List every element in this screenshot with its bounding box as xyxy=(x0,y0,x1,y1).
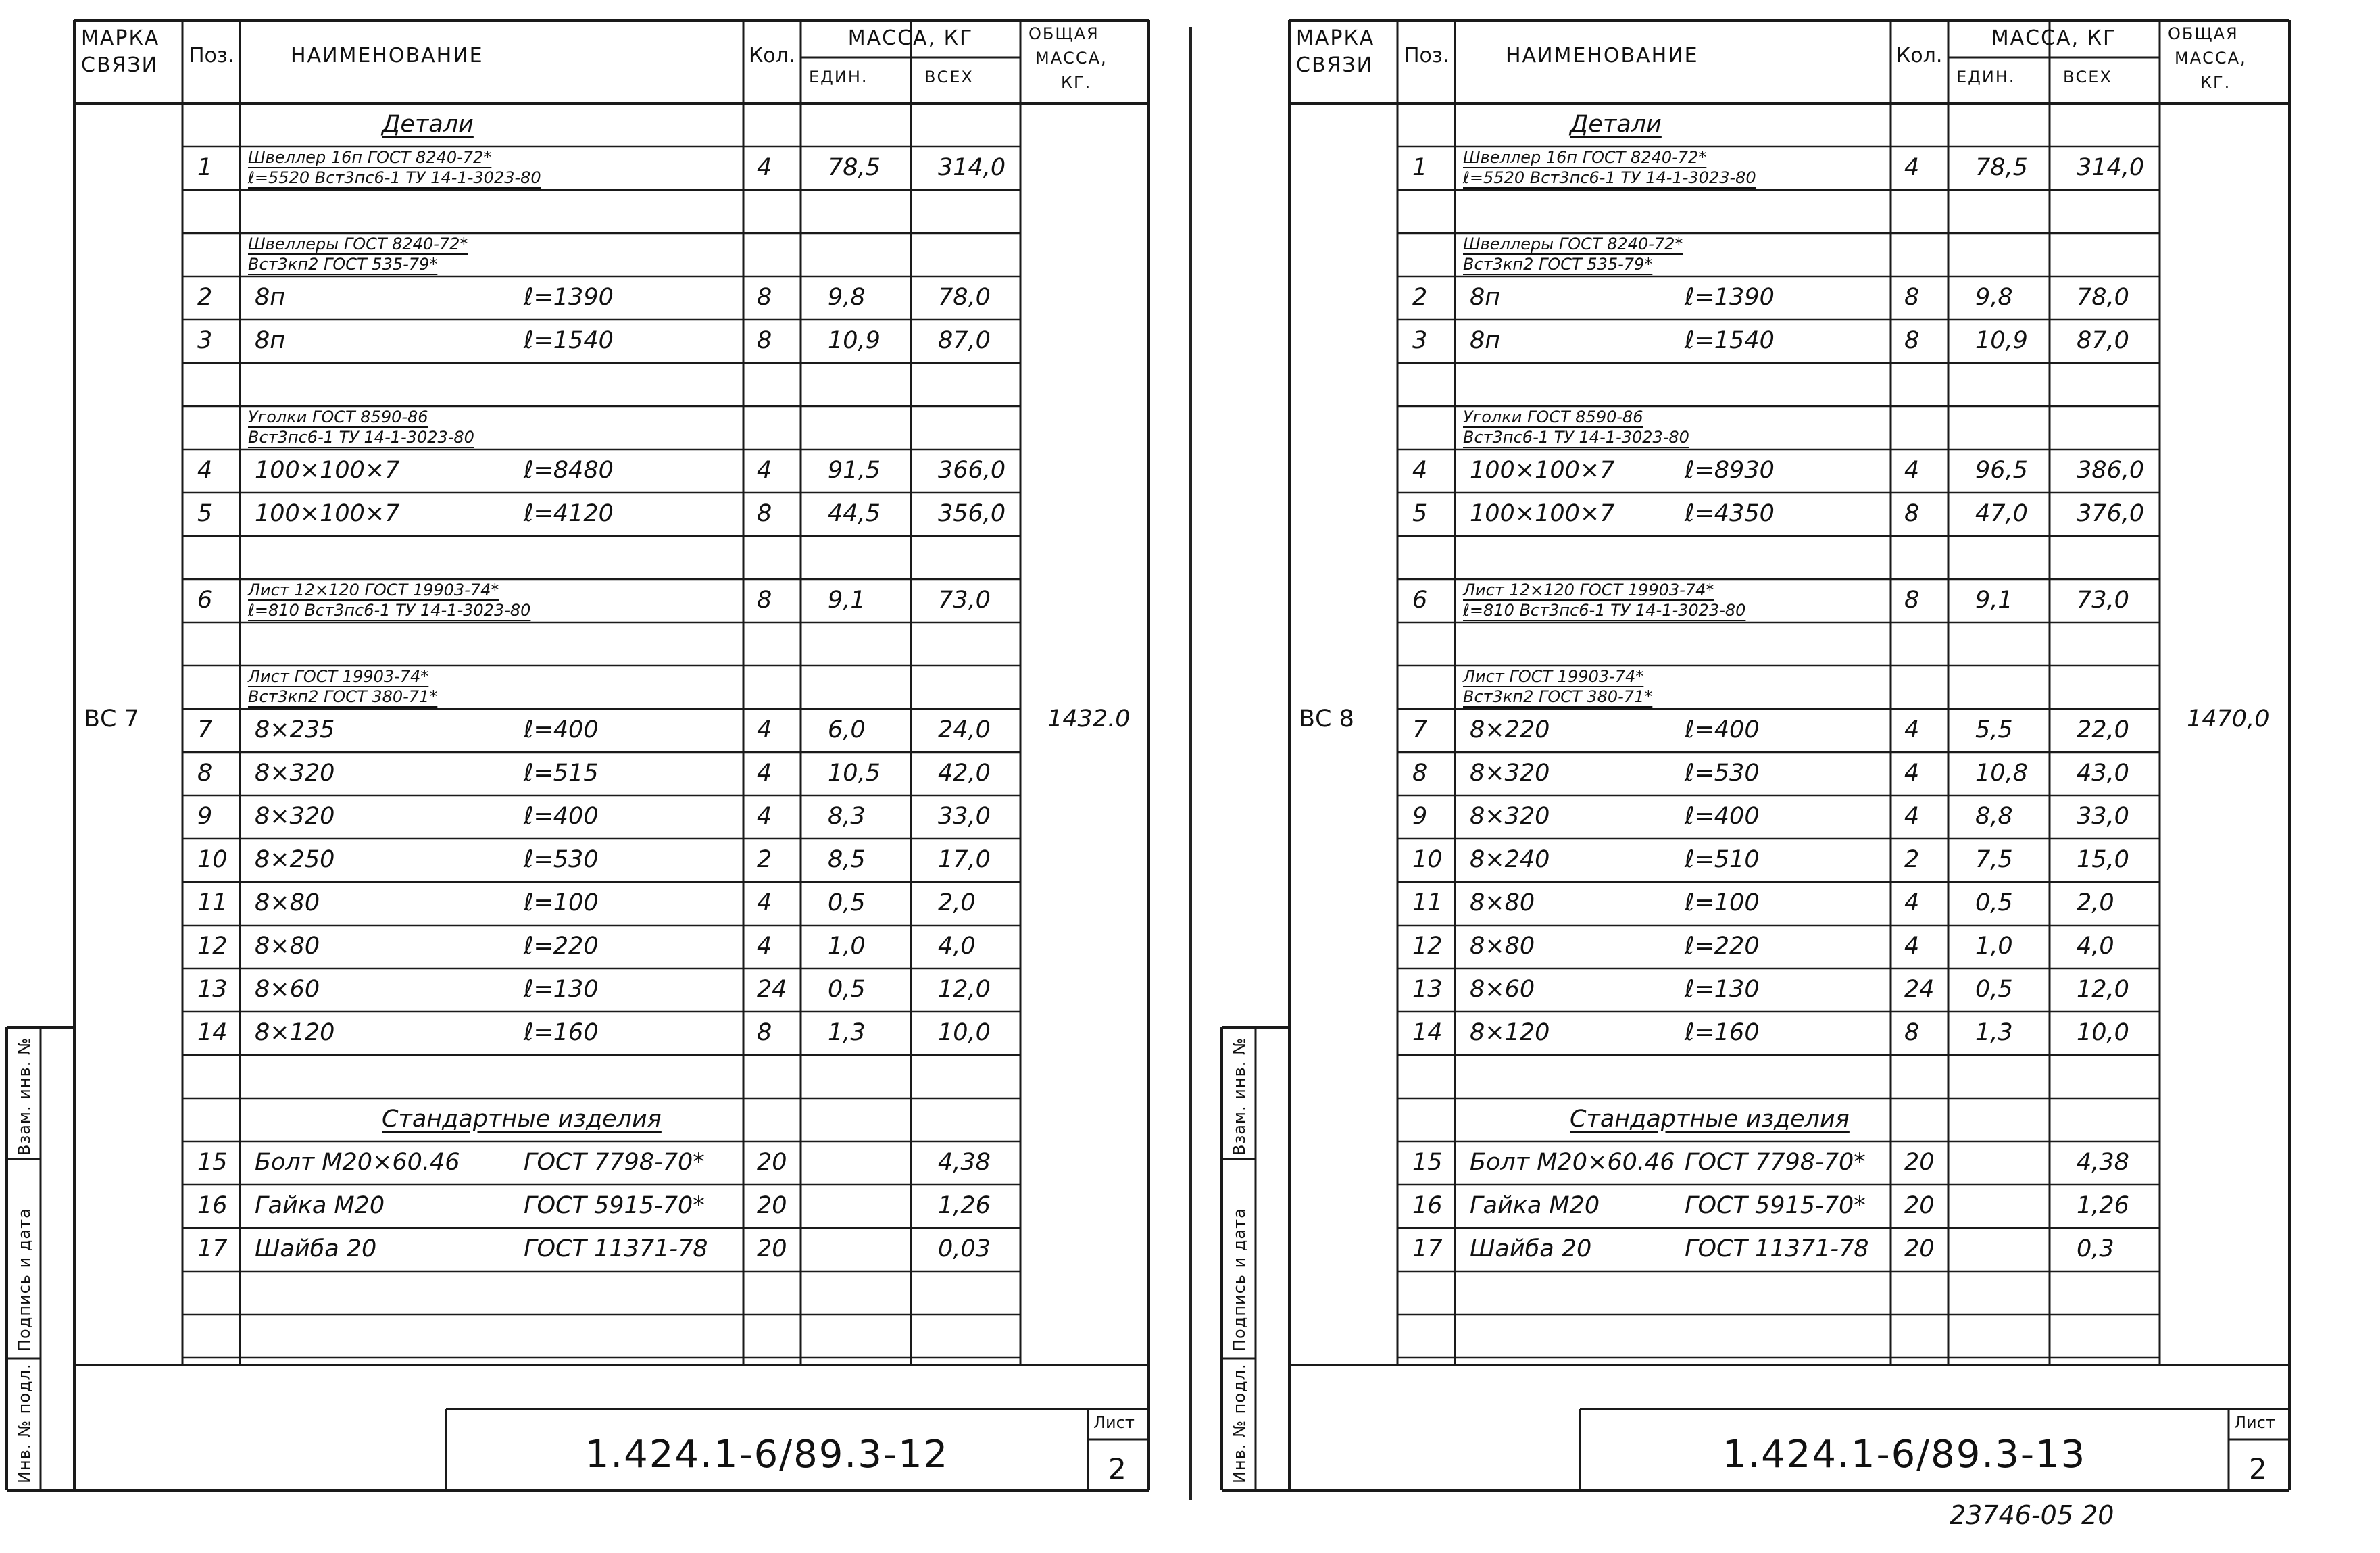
item-profile: Гайка М20 xyxy=(1470,1192,1600,1219)
item-dimension: ℓ=1540 xyxy=(1685,327,1775,354)
item-unit-mass: 44,5 xyxy=(828,500,881,527)
group-spec-line2: Вст3кп2 ГОСТ 535-79* xyxy=(1463,255,1653,274)
item-quantity: 8 xyxy=(757,500,772,527)
position-number: 1 xyxy=(1412,154,1428,181)
section-heading: Стандартные изделия xyxy=(382,1106,662,1133)
group-spec-line2: Вст3кп2 ГОСТ 535-79* xyxy=(248,255,438,274)
position-number: 14 xyxy=(197,1019,228,1046)
item-dimension: ℓ=1390 xyxy=(524,284,614,311)
table-row xyxy=(74,103,1020,147)
total-mass-value: 1432.0 xyxy=(1047,705,1131,733)
section-heading: Детали xyxy=(382,111,474,138)
table-row xyxy=(74,233,1020,276)
item-unit-mass: 10,9 xyxy=(828,327,881,354)
header-qty: Кол. xyxy=(1896,44,1943,68)
item-unit-mass: 8,5 xyxy=(828,846,866,873)
item-dimension: ℓ=530 xyxy=(524,846,599,873)
item-dimension: ГОСТ 5915-70* xyxy=(524,1192,705,1219)
table-row xyxy=(74,1055,1020,1098)
item-total-mass: 17,0 xyxy=(938,846,991,873)
item-total-mass: 43,0 xyxy=(2077,760,2129,787)
item-dimension: ℓ=100 xyxy=(1685,889,1760,916)
total-mass-value: 1470,0 xyxy=(2187,705,2270,733)
item-dimension: ℓ=8480 xyxy=(524,457,614,484)
item-unit-mass: 8,8 xyxy=(1975,803,2013,830)
item-quantity: 20 xyxy=(1904,1149,1935,1176)
item-total-mass: 4,0 xyxy=(938,933,976,960)
item-spec-line1: Швеллер 16п ГОСТ 8240-72* xyxy=(1463,148,1707,167)
header-mark: МАРКА xyxy=(1296,26,1375,50)
item-quantity: 24 xyxy=(1904,976,1935,1003)
item-profile: 100×100×7 xyxy=(255,500,400,527)
position-number: 8 xyxy=(1412,760,1428,787)
item-spec-line2: ℓ=810 Вст3пс6-1 ТУ 14-1-3023-80 xyxy=(1463,601,1746,620)
item-profile: Гайка М20 xyxy=(255,1192,385,1219)
position-number: 1 xyxy=(197,154,213,181)
item-dimension: ℓ=220 xyxy=(1685,933,1760,960)
item-unit-mass: 47,0 xyxy=(1975,500,2028,527)
item-profile: 8×120 xyxy=(255,1019,335,1046)
table-row xyxy=(74,1314,1020,1358)
item-total-mass: 376,0 xyxy=(2077,500,2145,527)
item-unit-mass: 91,5 xyxy=(828,457,881,484)
item-total-mass: 4,38 xyxy=(938,1149,991,1176)
position-number: 12 xyxy=(197,933,228,960)
item-total-mass: 0,03 xyxy=(938,1235,991,1262)
drawing-code: 1.424.1-6/89.3-12 xyxy=(585,1433,949,1477)
position-number: 14 xyxy=(1412,1019,1443,1046)
header-mass: МАССА, КГ xyxy=(1991,26,2117,50)
table-row xyxy=(1289,406,2160,449)
position-number: 11 xyxy=(197,889,228,916)
item-spec-line1: Лист 12×120 ГОСТ 19903-74* xyxy=(1463,581,1714,599)
item-dimension: ℓ=8930 xyxy=(1685,457,1775,484)
item-unit-mass: 0,5 xyxy=(1975,976,2013,1003)
position-number: 9 xyxy=(197,803,213,830)
item-total-mass: 10,0 xyxy=(2077,1019,2129,1046)
item-dimension: ℓ=4120 xyxy=(524,500,614,527)
sheet-number: 2 xyxy=(2249,1452,2267,1485)
group-spec-line1: Швеллеры ГОСТ 8240-72* xyxy=(248,235,468,253)
item-profile: 8п xyxy=(1470,284,1501,311)
item-profile: 8×80 xyxy=(255,933,320,960)
group-spec-line1: Швеллеры ГОСТ 8240-72* xyxy=(1463,235,1683,253)
item-quantity: 20 xyxy=(757,1235,787,1262)
sheet-label: Лист xyxy=(2234,1413,2275,1432)
header-total-line2: МАССА, xyxy=(2175,49,2247,68)
position-number: 4 xyxy=(197,457,213,484)
item-quantity: 4 xyxy=(757,154,772,181)
header-mass: МАССА, КГ xyxy=(847,26,974,50)
table-row xyxy=(74,622,1020,666)
item-profile: 8×320 xyxy=(1470,803,1550,830)
item-unit-mass: 1,3 xyxy=(1975,1019,2013,1046)
header-qty: Кол. xyxy=(749,44,795,68)
item-dimension: ℓ=400 xyxy=(524,716,599,743)
item-unit-mass: 10,9 xyxy=(1975,327,2028,354)
header-pos: Поз. xyxy=(189,44,234,68)
item-dimension: ℓ=130 xyxy=(524,976,599,1003)
position-number: 4 xyxy=(1412,457,1428,484)
stamp-original-inv: Инв. № подл. xyxy=(1230,1363,1249,1483)
item-profile: 8×250 xyxy=(255,846,335,873)
section-heading: Детали xyxy=(1570,111,1662,138)
section-heading: Стандартные изделия xyxy=(1570,1106,1850,1133)
item-dimension: ℓ=160 xyxy=(524,1019,599,1046)
item-total-mass: 0,3 xyxy=(2077,1235,2114,1262)
table-row xyxy=(74,363,1020,406)
item-dimension: ℓ=515 xyxy=(524,760,599,787)
item-total-mass: 87,0 xyxy=(2077,327,2129,354)
item-quantity: 4 xyxy=(757,716,772,743)
item-total-mass: 366,0 xyxy=(938,457,1006,484)
item-quantity: 8 xyxy=(1904,327,1920,354)
item-quantity: 20 xyxy=(1904,1235,1935,1262)
header-mass-unit: ЕДИН. xyxy=(809,68,868,87)
table-row xyxy=(74,536,1020,579)
bracing-mark: ВС 7 xyxy=(84,705,139,733)
position-number: 11 xyxy=(1412,889,1443,916)
position-number: 15 xyxy=(197,1149,228,1176)
item-quantity: 4 xyxy=(1904,803,1920,830)
drawing-code: 1.424.1-6/89.3-13 xyxy=(1722,1433,2087,1477)
item-dimension: ℓ=530 xyxy=(1685,760,1760,787)
item-spec-line2: ℓ=5520 Вст3пс6-1 ТУ 14-1-3023-80 xyxy=(248,168,541,187)
stamp-replaced-inv: Взам. инв. № xyxy=(15,1037,34,1156)
header-total-line2: МАССА, xyxy=(1035,49,1108,68)
item-quantity: 8 xyxy=(757,327,772,354)
item-dimension: ГОСТ 7798-70* xyxy=(1685,1149,1866,1176)
item-quantity: 20 xyxy=(1904,1192,1935,1219)
item-dimension: ГОСТ 7798-70* xyxy=(524,1149,705,1176)
item-unit-mass: 5,5 xyxy=(1975,716,2013,743)
item-unit-mass: 1,0 xyxy=(828,933,866,960)
position-number: 13 xyxy=(1412,976,1443,1003)
item-spec-line1: Лист 12×120 ГОСТ 19903-74* xyxy=(248,581,499,599)
item-unit-mass: 78,5 xyxy=(828,154,881,181)
item-quantity: 4 xyxy=(1904,154,1920,181)
item-total-mass: 12,0 xyxy=(938,976,991,1003)
item-profile: 8×60 xyxy=(255,976,320,1003)
item-dimension: ℓ=4350 xyxy=(1685,500,1775,527)
table-row xyxy=(1289,363,2160,406)
header-mark: МАРКА xyxy=(81,26,160,50)
table-row xyxy=(1289,622,2160,666)
item-quantity: 8 xyxy=(757,284,772,311)
item-profile: 8×320 xyxy=(255,760,335,787)
header-total-line3: КГ. xyxy=(2200,73,2231,92)
item-spec-line1: Швеллер 16п ГОСТ 8240-72* xyxy=(248,148,492,167)
item-total-mass: 87,0 xyxy=(938,327,991,354)
position-number: 10 xyxy=(1412,846,1443,873)
table-row xyxy=(1289,1055,2160,1098)
item-quantity: 8 xyxy=(757,1019,772,1046)
item-unit-mass: 96,5 xyxy=(1975,457,2028,484)
item-profile: 8×220 xyxy=(1470,716,1550,743)
item-total-mass: 2,0 xyxy=(2077,889,2114,916)
item-unit-mass: 10,5 xyxy=(828,760,881,787)
header-mark-line2: СВЯЗИ xyxy=(1296,53,1374,77)
item-quantity: 20 xyxy=(757,1149,787,1176)
item-quantity: 2 xyxy=(1904,846,1920,873)
item-profile: 8×320 xyxy=(1470,760,1550,787)
position-number: 7 xyxy=(1412,716,1428,743)
item-profile: Шайба 20 xyxy=(255,1235,377,1262)
position-number: 10 xyxy=(197,846,228,873)
header-total-line3: КГ. xyxy=(1061,73,1092,92)
header-name: НАИМЕНОВАНИЕ xyxy=(291,44,484,68)
item-total-mass: 12,0 xyxy=(2077,976,2129,1003)
sheet-label: Лист xyxy=(1093,1413,1135,1432)
item-profile: 100×100×7 xyxy=(1470,500,1615,527)
position-number: 2 xyxy=(1412,284,1428,311)
item-total-mass: 15,0 xyxy=(2077,846,2129,873)
position-number: 13 xyxy=(197,976,228,1003)
item-profile: 8×120 xyxy=(1470,1019,1550,1046)
item-dimension: ℓ=400 xyxy=(1685,803,1760,830)
group-spec-line2: Вст3кп2 ГОСТ 380-71* xyxy=(1463,687,1653,706)
item-unit-mass: 10,8 xyxy=(1975,760,2028,787)
table-row xyxy=(1289,1271,2160,1314)
item-dimension: ℓ=220 xyxy=(524,933,599,960)
item-total-mass: 78,0 xyxy=(2077,284,2129,311)
item-total-mass: 356,0 xyxy=(938,500,1006,527)
header-pos: Поз. xyxy=(1404,44,1449,68)
sheet-number: 2 xyxy=(1108,1452,1126,1485)
item-quantity: 4 xyxy=(757,457,772,484)
item-spec-line2: ℓ=810 Вст3пс6-1 ТУ 14-1-3023-80 xyxy=(248,601,531,620)
specification-sheet-left xyxy=(15,20,1149,1490)
item-unit-mass: 0,5 xyxy=(1975,889,2013,916)
item-unit-mass: 6,0 xyxy=(828,716,866,743)
item-quantity: 4 xyxy=(757,889,772,916)
table-row xyxy=(74,1271,1020,1314)
item-quantity: 2 xyxy=(757,846,772,873)
item-dimension: ГОСТ 11371-78 xyxy=(1685,1235,1869,1262)
item-unit-mass: 8,3 xyxy=(828,803,866,830)
item-total-mass: 24,0 xyxy=(938,716,991,743)
item-total-mass: 33,0 xyxy=(2077,803,2129,830)
item-profile: 100×100×7 xyxy=(1470,457,1615,484)
item-quantity: 4 xyxy=(1904,889,1920,916)
item-total-mass: 73,0 xyxy=(938,587,991,614)
group-spec-line1: Лист ГОСТ 19903-74* xyxy=(1463,667,1644,686)
item-unit-mass: 0,5 xyxy=(828,976,866,1003)
position-number: 3 xyxy=(197,327,213,354)
header-mass-all: ВСЕХ xyxy=(2063,68,2112,87)
position-number: 12 xyxy=(1412,933,1443,960)
item-dimension: ℓ=400 xyxy=(1685,716,1760,743)
item-dimension: ℓ=100 xyxy=(524,889,599,916)
item-quantity: 4 xyxy=(1904,457,1920,484)
item-total-mass: 22,0 xyxy=(2077,716,2129,743)
item-profile: 8×240 xyxy=(1470,846,1550,873)
item-unit-mass: 78,5 xyxy=(1975,154,2028,181)
item-total-mass: 42,0 xyxy=(938,760,991,787)
item-total-mass: 1,26 xyxy=(2077,1192,2129,1219)
stamp-replaced-inv: Взам. инв. № xyxy=(1230,1037,1249,1156)
item-profile: Болт М20×60.46 xyxy=(1470,1149,1675,1176)
item-dimension: ГОСТ 5915-70* xyxy=(1685,1192,1866,1219)
item-profile: 8×80 xyxy=(1470,889,1535,916)
item-dimension: ℓ=1540 xyxy=(524,327,614,354)
position-number: 3 xyxy=(1412,327,1428,354)
item-quantity: 4 xyxy=(1904,716,1920,743)
item-dimension: ℓ=510 xyxy=(1685,846,1760,873)
table-row xyxy=(74,666,1020,709)
header-name: НАИМЕНОВАНИЕ xyxy=(1506,44,1699,68)
group-spec-line1: Уголки ГОСТ 8590-86 xyxy=(248,408,428,426)
item-quantity: 4 xyxy=(757,760,772,787)
item-dimension: ℓ=1390 xyxy=(1685,284,1775,311)
header-mark-line2: СВЯЗИ xyxy=(81,53,159,77)
position-number: 6 xyxy=(197,587,213,614)
item-unit-mass: 7,5 xyxy=(1975,846,2013,873)
item-unit-mass: 9,8 xyxy=(1975,284,2013,311)
item-total-mass: 4,0 xyxy=(2077,933,2114,960)
header-total: ОБЩАЯ xyxy=(1028,24,1099,43)
item-total-mass: 33,0 xyxy=(938,803,991,830)
table-row xyxy=(74,579,1020,622)
position-number: 15 xyxy=(1412,1149,1443,1176)
archive-stamp: 23746-05 20 xyxy=(1950,1500,2114,1530)
item-quantity: 8 xyxy=(1904,284,1920,311)
item-unit-mass: 0,5 xyxy=(828,889,866,916)
item-total-mass: 314,0 xyxy=(2077,154,2145,181)
item-quantity: 24 xyxy=(757,976,787,1003)
item-profile: 8×320 xyxy=(255,803,335,830)
position-number: 16 xyxy=(1412,1192,1443,1219)
item-total-mass: 10,0 xyxy=(938,1019,991,1046)
item-spec-line2: ℓ=5520 Вст3пс6-1 ТУ 14-1-3023-80 xyxy=(1463,168,1756,187)
item-unit-mass: 9,1 xyxy=(828,587,866,614)
item-quantity: 8 xyxy=(1904,1019,1920,1046)
position-number: 2 xyxy=(197,284,213,311)
item-profile: 8п xyxy=(255,284,286,311)
table-row xyxy=(1289,190,2160,233)
item-quantity: 8 xyxy=(1904,587,1920,614)
header-total: ОБЩАЯ xyxy=(2168,24,2239,43)
specification-sheet-right xyxy=(1230,20,2289,1490)
item-unit-mass: 1,0 xyxy=(1975,933,2013,960)
table-row xyxy=(74,406,1020,449)
item-total-mass: 2,0 xyxy=(938,889,976,916)
group-spec-line1: Уголки ГОСТ 8590-86 xyxy=(1463,408,1643,426)
item-unit-mass: 9,1 xyxy=(1975,587,2013,614)
position-number: 17 xyxy=(197,1235,228,1262)
group-spec-line1: Лист ГОСТ 19903-74* xyxy=(248,667,429,686)
item-profile: 8×80 xyxy=(1470,933,1535,960)
group-spec-line2: Вст3пс6-1 ТУ 14-1-3023-80 xyxy=(1463,428,1689,447)
table-row xyxy=(74,190,1020,233)
position-number: 7 xyxy=(197,716,213,743)
item-total-mass: 4,38 xyxy=(2077,1149,2129,1176)
item-profile: 8×80 xyxy=(255,889,320,916)
table-row xyxy=(1289,103,2160,147)
table-row xyxy=(1289,233,2160,276)
stamp-signature-date: Подпись и дата xyxy=(15,1208,34,1352)
item-profile: Болт М20×60.46 xyxy=(255,1149,460,1176)
item-profile: 8×235 xyxy=(255,716,335,743)
item-quantity: 4 xyxy=(1904,760,1920,787)
group-spec-line2: Вст3кп2 ГОСТ 380-71* xyxy=(248,687,438,706)
item-unit-mass: 1,3 xyxy=(828,1019,866,1046)
item-dimension: ℓ=130 xyxy=(1685,976,1760,1003)
item-profile: 8п xyxy=(1470,327,1501,354)
item-quantity: 4 xyxy=(1904,933,1920,960)
item-quantity: 4 xyxy=(757,933,772,960)
table-row xyxy=(1289,666,2160,709)
position-number: 16 xyxy=(197,1192,228,1219)
item-total-mass: 73,0 xyxy=(2077,587,2129,614)
position-number: 9 xyxy=(1412,803,1428,830)
item-profile: 8×60 xyxy=(1470,976,1535,1003)
header-mass-all: ВСЕХ xyxy=(924,68,974,87)
group-spec-line2: Вст3пс6-1 ТУ 14-1-3023-80 xyxy=(248,428,474,447)
item-profile: 8п xyxy=(255,327,286,354)
item-total-mass: 1,26 xyxy=(938,1192,991,1219)
position-number: 5 xyxy=(197,500,213,527)
stamp-original-inv: Инв. № подл. xyxy=(15,1363,34,1483)
table-row xyxy=(1289,1314,2160,1358)
table-row xyxy=(1289,536,2160,579)
item-dimension: ГОСТ 11371-78 xyxy=(524,1235,708,1262)
item-total-mass: 314,0 xyxy=(938,154,1006,181)
position-number: 5 xyxy=(1412,500,1428,527)
item-total-mass: 78,0 xyxy=(938,284,991,311)
item-dimension: ℓ=400 xyxy=(524,803,599,830)
item-profile: Шайба 20 xyxy=(1470,1235,1592,1262)
item-quantity: 8 xyxy=(1904,500,1920,527)
item-quantity: 20 xyxy=(757,1192,787,1219)
item-total-mass: 386,0 xyxy=(2077,457,2145,484)
position-number: 6 xyxy=(1412,587,1428,614)
bracing-mark: ВС 8 xyxy=(1299,705,1354,733)
item-dimension: ℓ=160 xyxy=(1685,1019,1760,1046)
position-number: 17 xyxy=(1412,1235,1443,1262)
header-mass-unit: ЕДИН. xyxy=(1956,68,2016,87)
item-profile: 100×100×7 xyxy=(255,457,400,484)
position-number: 8 xyxy=(197,760,213,787)
stamp-signature-date: Подпись и дата xyxy=(1230,1208,1249,1352)
item-quantity: 8 xyxy=(757,587,772,614)
item-quantity: 4 xyxy=(757,803,772,830)
item-unit-mass: 9,8 xyxy=(828,284,866,311)
